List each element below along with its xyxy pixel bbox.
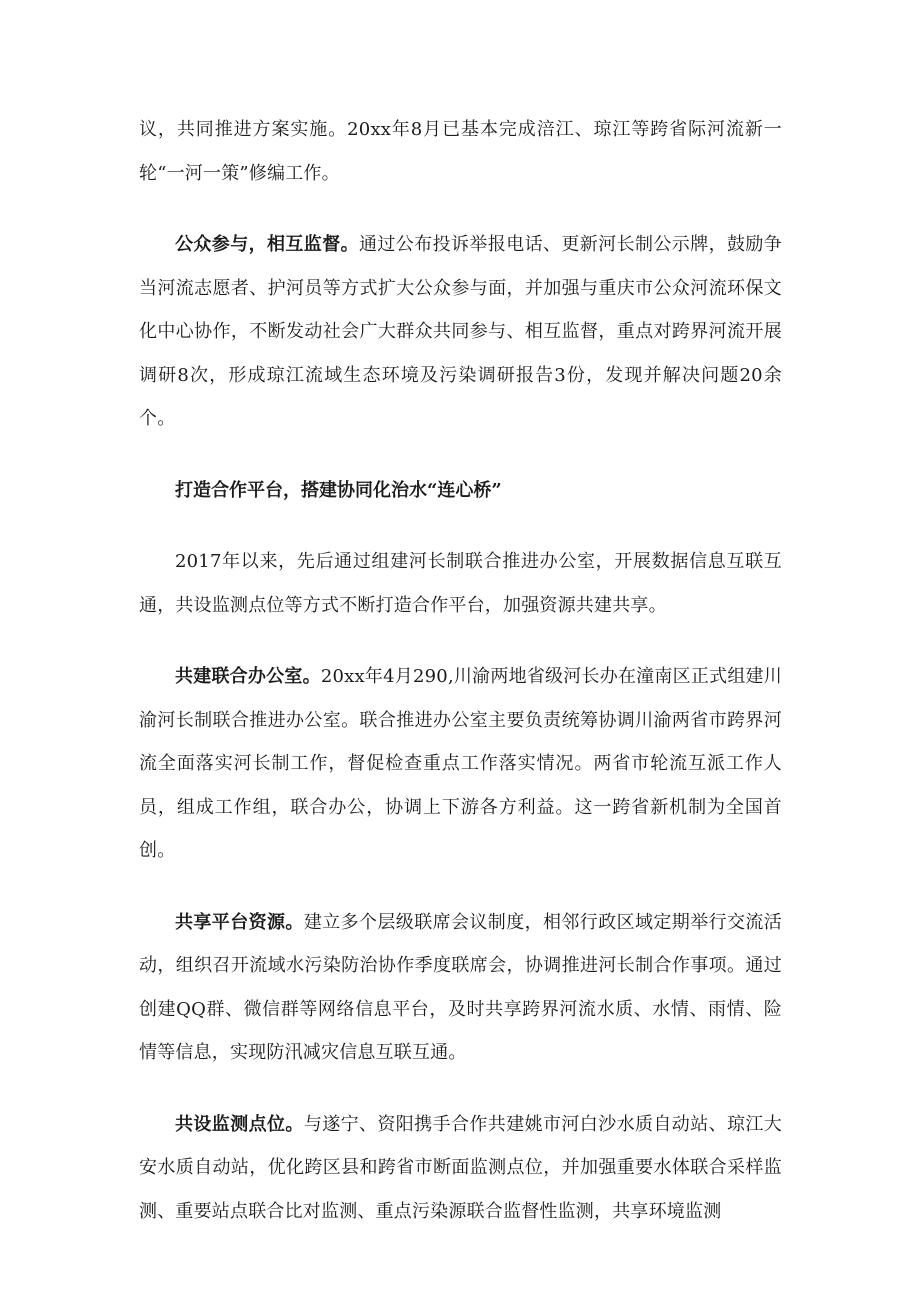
section-heading: 打造合作平台，搭建协同化治水“连心桥” <box>175 479 502 501</box>
paragraph-text: 2017年以来，先后通过组建河长制联合推进办公室，开展数据信息互联互通，共设监测点位等方式不断打造合作平台，加强资源共建共享。 <box>139 551 782 616</box>
paragraph-lead: 公众参与，相互监督。 <box>175 234 359 255</box>
paragraph-lead: 共享平台资源。 <box>175 911 304 933</box>
paragraph-lead: 共建联合办公室。 <box>175 666 321 687</box>
paragraph-text: 与遂宁、资阳携手合作共建姚市河白沙水质自动站、琼江大安水质自动站，优化跨区县和跨省市断面监测点位，并加强重要水体联合采样监测、重要站点联合比对监测、重点污染源联合监督性监测，共享环境监测 <box>139 1113 783 1222</box>
paragraph-public-participation <box>139 223 782 441</box>
paragraph-lead: 共设监测点位。 <box>175 1113 304 1135</box>
paragraph-continuation <box>139 108 782 195</box>
paragraph-joint-office <box>139 655 782 873</box>
paragraph-text: 通过公布投诉举报电话、更新河长制公示牌，鼓励争当河流志愿者、护河员等方式扩大公众参与面，并加强与重庆市公众河流环保文化中心协作，不断发动社会广大群众共同参与、相互监督，重点对跨界河流开展调研8次，形成琼江流域生态环境及污染调研报告3份，发现并解决问题20余个。 <box>139 234 782 429</box>
paragraph-text: 20xx年4月290,川渝两地省级河长办在潼南区正式组建川渝河长制联合推进办公室。联合推进办公室主要负责统筹协调川渝两省市跨界河流全面落实河长制工作，督促检查重点工作落实情况。两省市轮流互派工作人员，组成工作组，联合办公，协调上下游各方利益。这一跨省新机制为全国首创。 <box>139 666 782 861</box>
paragraph-text: 议，共同推进方案实施。20xx年8月已基本完成涪江、琼江等跨省际河流新一轮“一河一策”修编工作。 <box>139 119 782 184</box>
document-page <box>139 108 782 1261</box>
paragraph-section-intro <box>139 540 782 627</box>
paragraph-text: 建立多个层级联席会议制度，相邻行政区域定期举行交流活动，组织召开流域水污染防治协作季度联席会，协调推进河长制合作事项。通过创建QQ群、微信群等网络信息平台，及时共享跨界河流水质、水情、雨情、险情等信息，实现防汛减灾信息互联互通。 <box>139 911 783 1063</box>
paragraph-shared-resources <box>139 901 782 1075</box>
paragraph-monitoring-points <box>139 1103 782 1234</box>
